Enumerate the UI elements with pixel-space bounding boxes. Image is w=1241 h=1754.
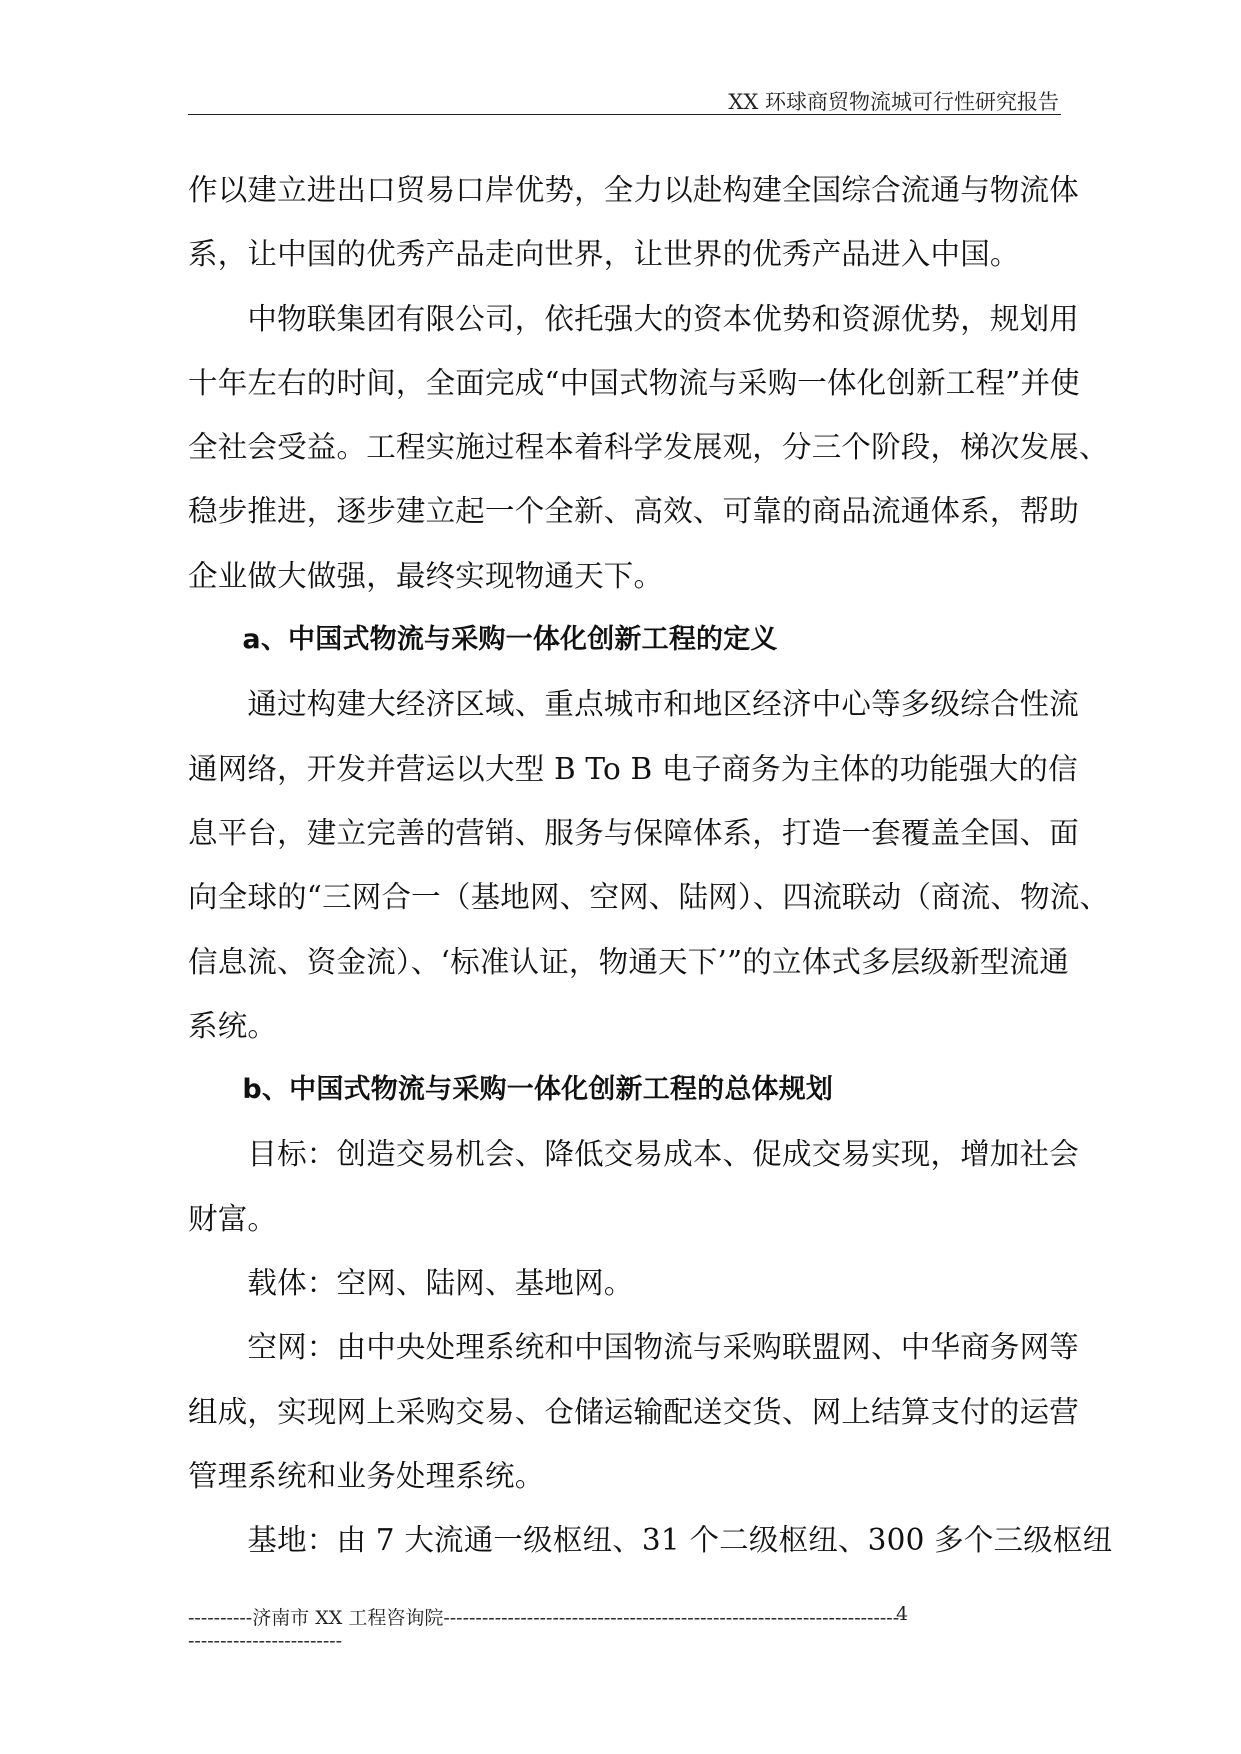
- paragraph-line: 向全球的“三网合一（基地网、空网、陆网）、四流联动（商流、物流、: [188, 880, 1110, 915]
- paragraph-line: 系，让中国的优秀产品走向世界，让世界的优秀产品进入中国。: [188, 237, 1020, 272]
- page-number: 4: [896, 1603, 909, 1625]
- paragraph-line: 基地：由 7 大流通一级枢纽、31 个二级枢纽、300 多个三级枢纽: [188, 1523, 1113, 1558]
- paragraph-line: 作以建立进出口贸易口岸优势，全力以赴构建全国综合流通与物流体: [188, 173, 1080, 207]
- paragraph-line: 目标：创造交易机会、降低交易成本、促成交易实现，增加社会: [188, 1137, 1080, 1172]
- paragraph-line: 中物联集团有限公司，依托强大的资本优势和资源优势，规划用: [188, 301, 1080, 336]
- section-heading-b: b、中国式物流与采购一体化创新工程的总体规划: [188, 1074, 834, 1106]
- paragraph-line: 通过构建大经济区域、重点城市和地区经济中心等多级综合性流: [188, 687, 1080, 722]
- paragraph-line: 稳步推进，逐步建立起一个全新、高效、可靠的商品流通体系，帮助: [188, 494, 1080, 529]
- paragraph-line: 空网：由中央处理系统和中国物流与采购联盟网、中华商务网等: [188, 1330, 1080, 1365]
- paragraph-line: 财富。: [188, 1201, 278, 1236]
- paragraph-line: 组成，实现网上采购交易、仓储运输配送交货、网上结算支付的运营: [188, 1394, 1080, 1429]
- footer-dash-line: ------------------------: [188, 1630, 343, 1652]
- paragraph-line: 系统。: [188, 1008, 278, 1043]
- paragraph-line: 载体：空网、陆网、基地网。: [188, 1266, 634, 1301]
- section-heading-a: a、中国式物流与采购一体化创新工程的定义: [188, 624, 778, 656]
- header-title: XX 环球商贸物流城可行性研究报告: [728, 90, 1059, 114]
- footer-org-line: ----------济南市 XX 工程咨询院-----------------------------------------------------------------------: [188, 1607, 900, 1629]
- document-body: [188, 158, 1113, 1573]
- paragraph-line: 管理系统和业务处理系统。: [188, 1458, 545, 1493]
- paragraph-line: 息平台，建立完善的营销、服务与保障体系，打造一套覆盖全国、面: [188, 815, 1080, 850]
- paragraph-line: 企业做大做强，最终实现物通天下。: [188, 558, 664, 593]
- paragraph-line: 通网络，开发并营运以大型 B To B 电子商务为主体的功能强大的信: [188, 751, 1078, 786]
- paragraph-line: 信息流、资金流）、‘标准认证，物通天下’”的立体式多层级新型流通: [188, 944, 1069, 979]
- paragraph-line: 全社会受益。工程实施过程本着科学发展观，分三个阶段，梯次发展、: [188, 430, 1109, 465]
- paragraph-line: 十年左右的时间，全面完成“中国式物流与采购一体化创新工程”并使: [188, 365, 1080, 400]
- page-header: [188, 84, 1061, 115]
